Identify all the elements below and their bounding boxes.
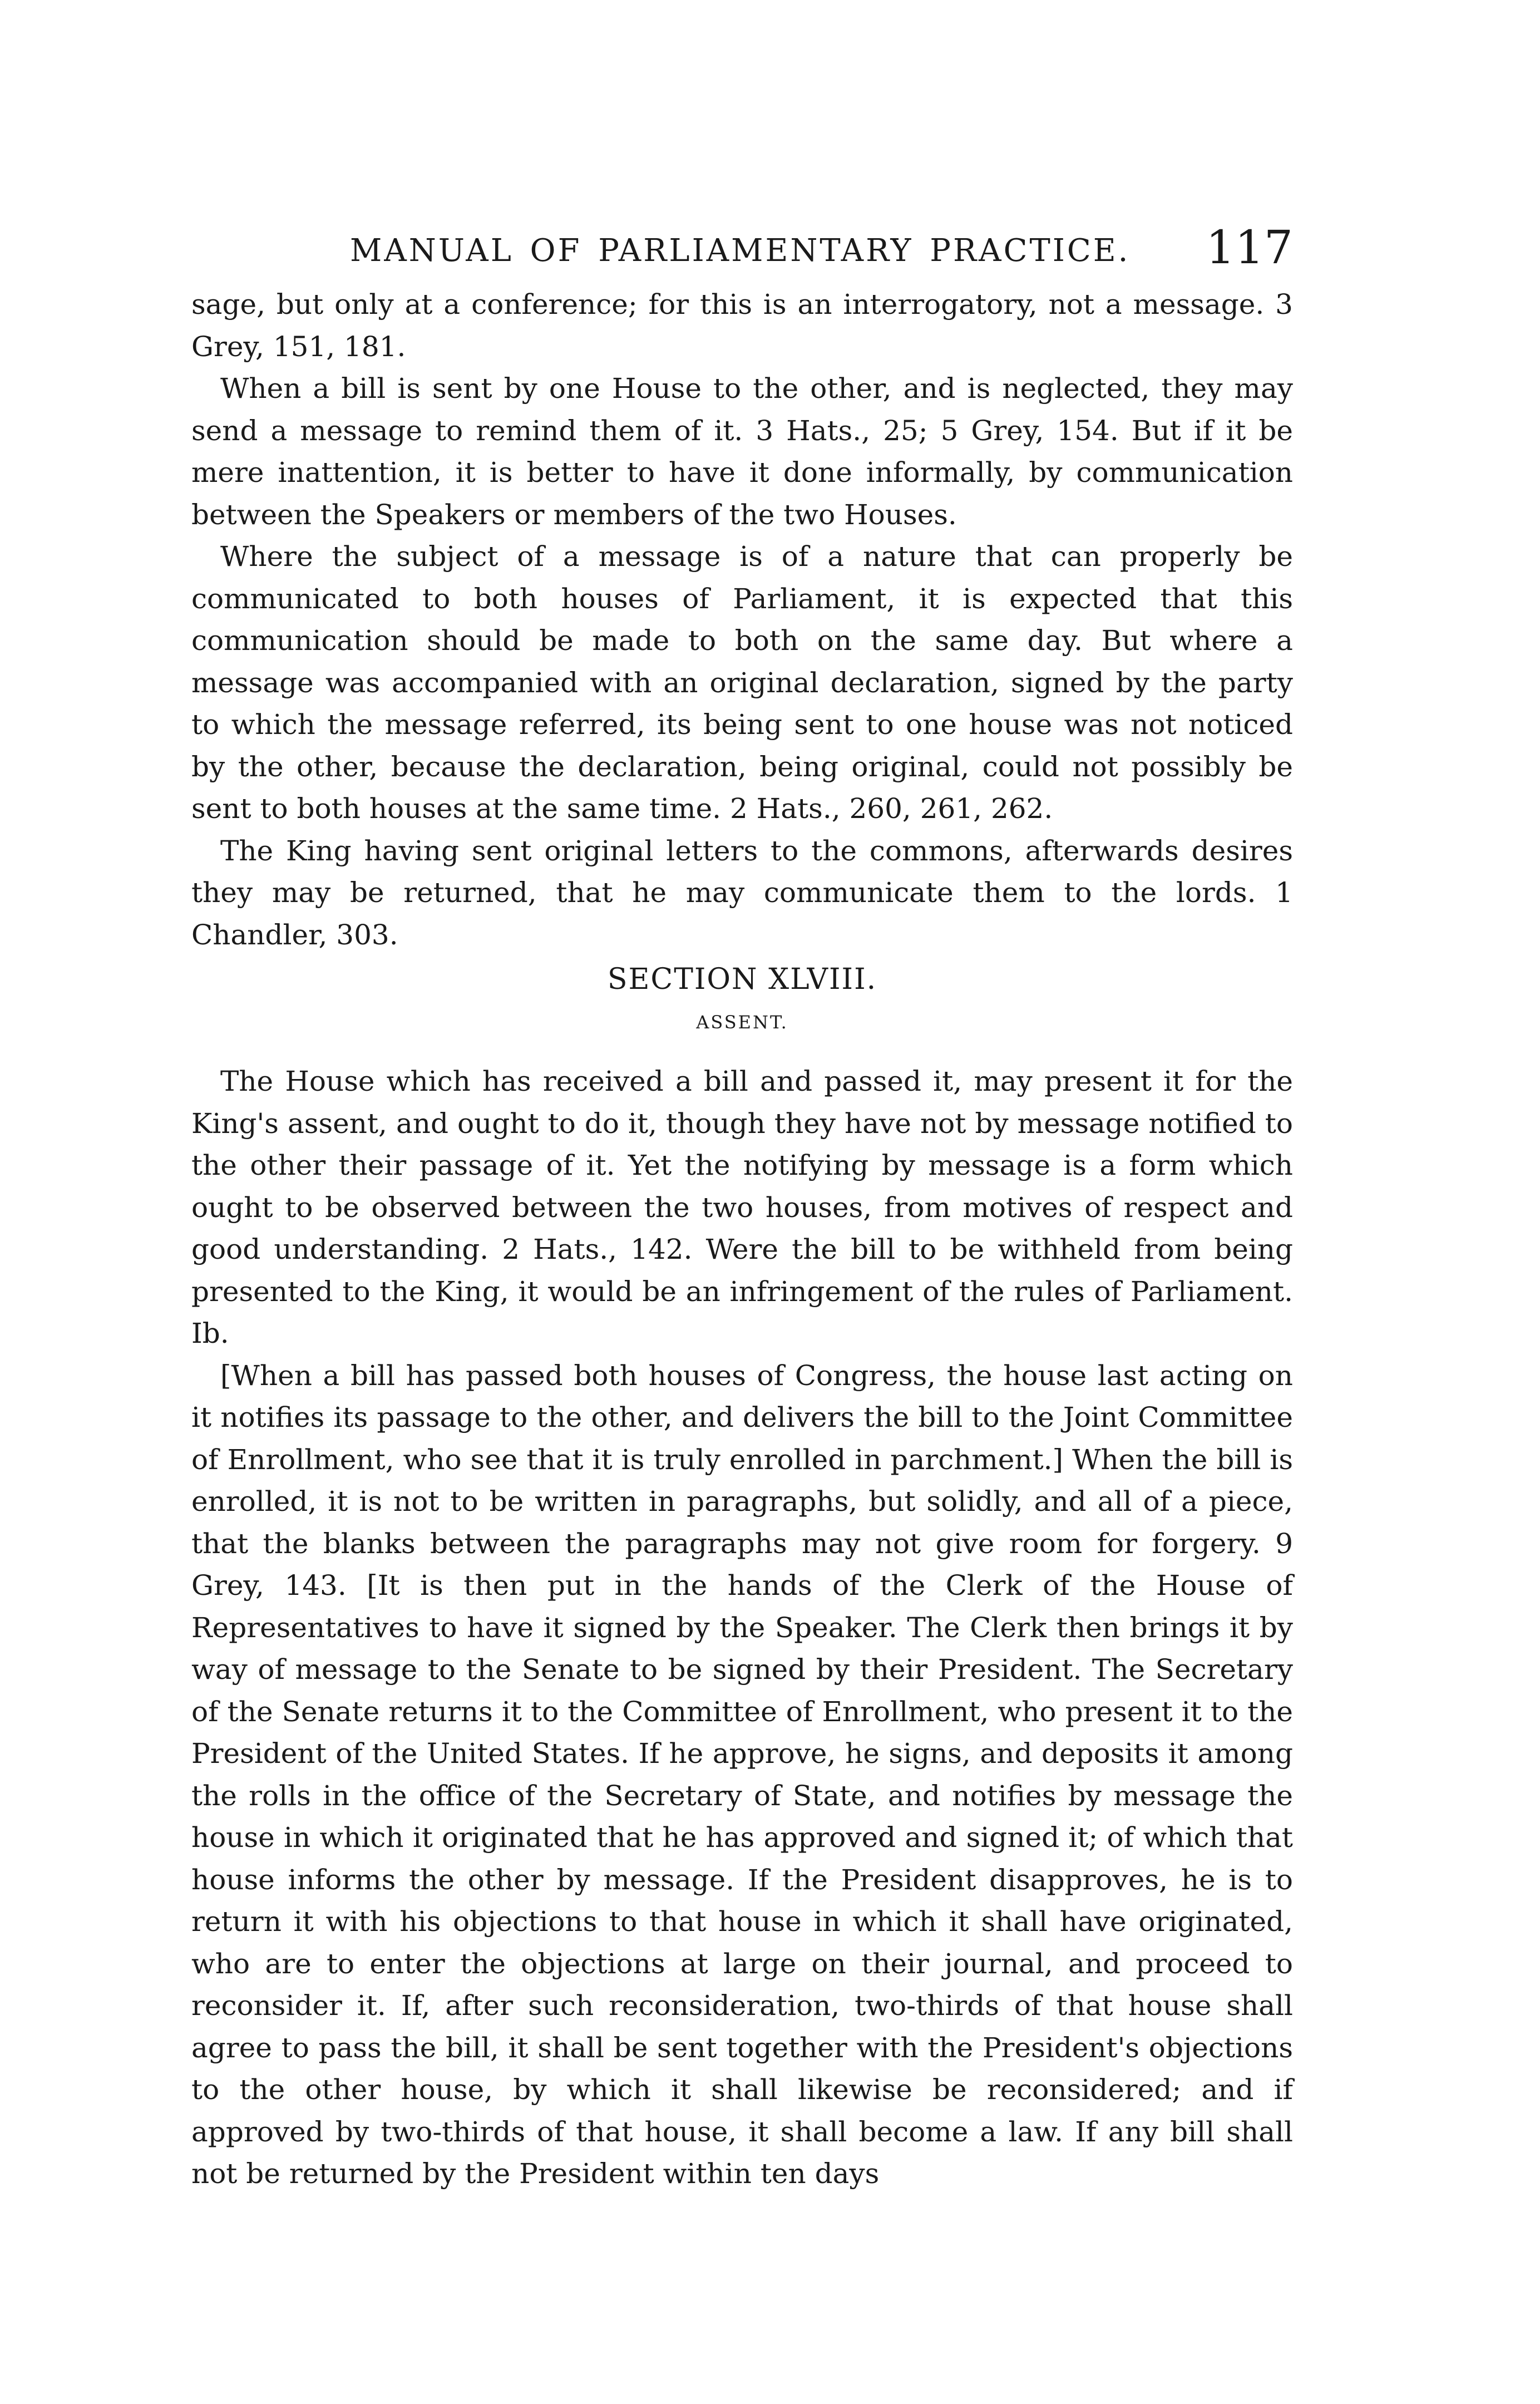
- paragraph-king-letters: The King having sent original letters to the commons, afterwards desires they may be returned, that he may communicate them to the lords. 1 Chandler, 303.: [191, 834, 1293, 951]
- paragraph-continuation: sage, but only at a conference; for this is an interrogatory, not a message. 3 Grey, 151, 181.: [191, 288, 1293, 363]
- section-heading: SECTION XLVIII.: [607, 963, 877, 996]
- paragraph-message-both-houses: Where the subject of a message is of a nature that can properly be communicated to both houses of Parliament, it is expected that this communication should be made to both on the same day. But where a message was accompanied with an original declaration, signed by the party to which the message referred, its being sent to one house was not noticed by the other, because the declaration, being original, could not possibly be sent to both houses at the same time. 2 Hats., 260, 261, 262.: [191, 540, 1293, 825]
- body-text: [191, 284, 1293, 2195]
- page-number: 117: [1206, 221, 1293, 274]
- paragraph-neglected-bill: When a bill is sent by one House to the other, and is neglected, they may send a message to remind them of it. 3 Hats., 25; 5 Grey, 154. But if it be mere inattention, it is better to have it done informally, by communication between the Speakers or members of the two Houses.: [191, 372, 1293, 531]
- book-page: [191, 211, 1293, 2237]
- section-subheading: ASSENT.: [696, 1012, 788, 1033]
- paragraph-kings-assent: The House which has received a bill and passed it, may present it for the King's assent, and ought to do it, though they have not by message notified to the other their passage of it. Yet the notifying by message is a form which ought to be observed between the two houses, from motives of respect and good understanding. 2 Hats., 142. Were the bill to be withheld from being presented to the King, it would be an infringement of the rules of Parliament. Ib.: [191, 1065, 1293, 1349]
- running-title: MANUAL OF PARLIAMENTARY PRACTICE.: [350, 233, 1131, 269]
- running-header: [191, 211, 1293, 284]
- paragraph-enrollment: [When a bill has passed both houses of Congress, the house last acting on it notifies its passage to the other, and delivers the bill to the Joint Committee of Enrollment, who see that it is truly enrolled in parchment.] When the bill is enrolled, it is not to be written in paragraphs, but solidly, and all of a piece, that the blanks between the paragraphs may not give room for forgery. 9 Grey, 143. [It is then put in the hands of the Clerk of the House of Representatives to have it signed by the Speaker. The Clerk then brings it by way of message to the Senate to be signed by their President. The Secretary of the Senate returns it to the Committee of Enrollment, who present it to the President of the United States. If he approve, he signs, and deposits it among the rolls in the office of the Secretary of State, and notifies by message the house in which it originated that he has approved and signed it; of which that house informs the other by message. If the President disapproves, he is to return it with his objections to that house in which it shall have originated, who are to enter the objections at large on their journal, and proceed to reconsider it. If, after such reconsideration, two-thirds of that house shall agree to pass the bill, it shall be sent together with the President's objections to the other house, by which it shall likewise be reconsidered; and if approved by two-thirds of that house, it shall become a law. If any bill shall not be returned by the President within ten days: [191, 1359, 1293, 2190]
